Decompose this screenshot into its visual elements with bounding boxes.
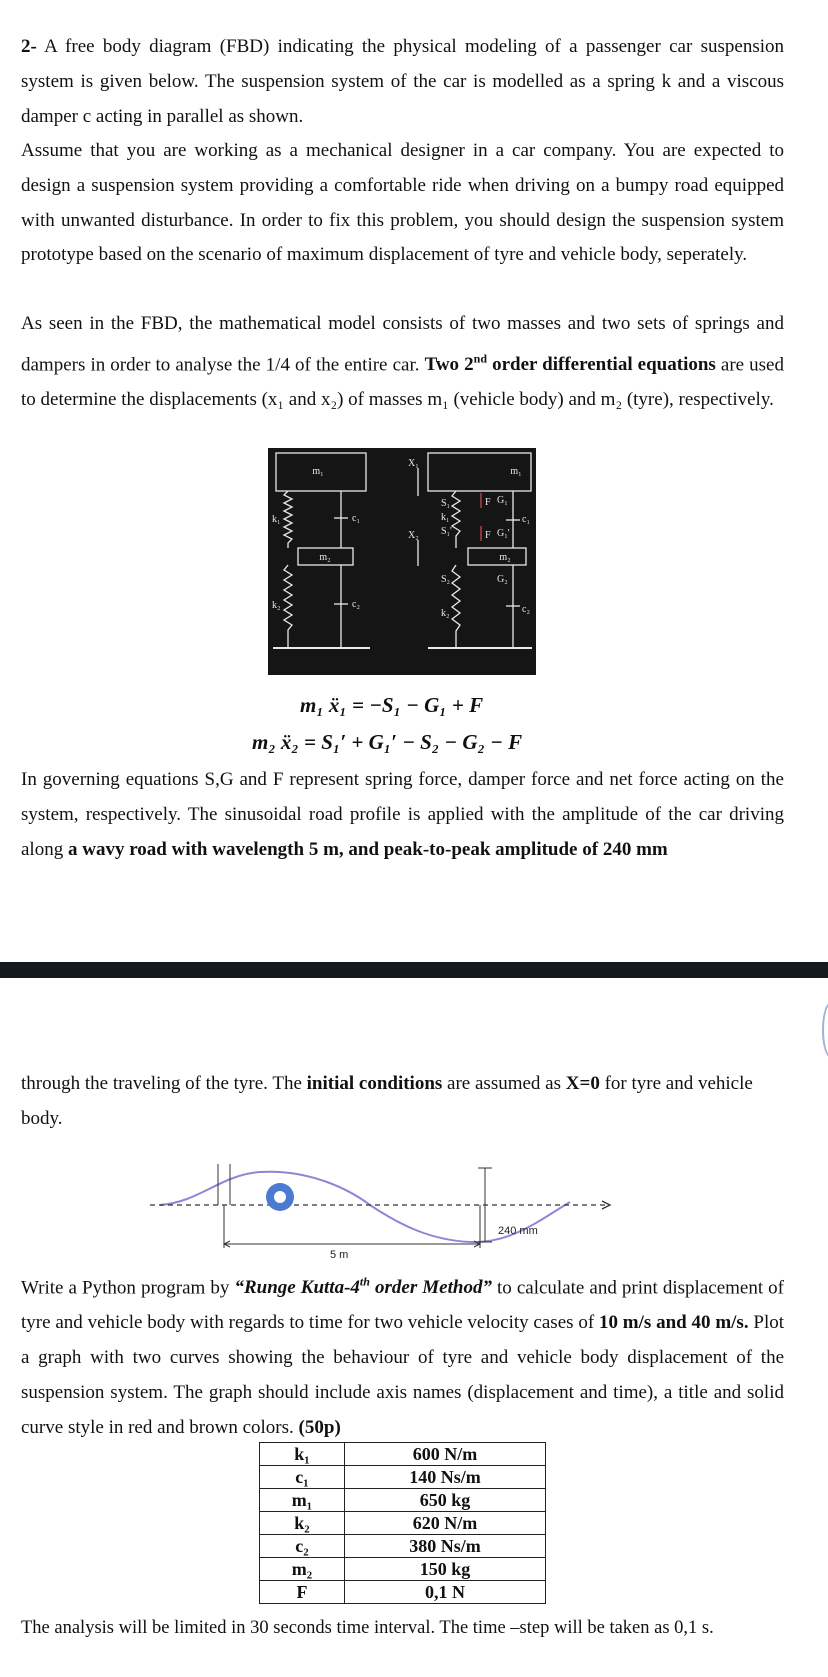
- parameter-value: 600 N/m: [345, 1443, 546, 1466]
- svg-text:X₂: X₂: [408, 530, 419, 541]
- svg-text:c₁: c₁: [522, 514, 530, 525]
- parameter-row: [260, 1558, 546, 1581]
- svg-text:k₁: k₁: [441, 512, 450, 523]
- parameter-row: [260, 1581, 546, 1604]
- model-text-bold: Two 2nd order differential equations: [424, 351, 716, 376]
- parameter-row: [260, 1512, 546, 1535]
- svg-text:m₂: m₂: [319, 552, 331, 563]
- velocity-cases: 10 m/s and 40 m/s.: [598, 1312, 749, 1334]
- svg-text:c₂: c₂: [352, 599, 360, 610]
- svg-text:k₂: k₂: [272, 600, 281, 611]
- parameter-symbol: F: [260, 1581, 345, 1604]
- parameter-row: [260, 1466, 546, 1489]
- parameter-symbol: m₁: [260, 1489, 345, 1512]
- intro-text: A free body diagram (FBD) indicating the physical modeling of a passenger car suspension system is given below. The suspension system of the car is modelled as a spring k and a viscous damper c acting in parallel as shown.: [21, 36, 784, 127]
- amplitude-label: 240 mm: [498, 1225, 538, 1237]
- initial-value: X=0: [565, 1073, 600, 1094]
- parameter-value: 620 N/m: [345, 1512, 546, 1535]
- parameter-row: [260, 1535, 546, 1558]
- governing-paragraph: [21, 763, 784, 867]
- parameter-value: 380 Ns/m: [345, 1535, 546, 1558]
- model-text-a: As seen in the FBD, the mathematical model consists of two masses and two sets of springs and dampers in order to analyse the 1/4 of the entire car.: [21, 313, 784, 376]
- parameter-symbol: c₁: [260, 1466, 345, 1489]
- parameter-symbol: m₂: [260, 1558, 345, 1581]
- svg-text:X₁: X₁: [408, 458, 419, 469]
- page-divider: [0, 962, 828, 978]
- equation-2: m₂ ẍ₂ = S₁′ + G₁′ − S₂ − G₂ − F: [252, 730, 523, 754]
- parameter-symbol: k₁: [260, 1443, 345, 1466]
- points-label: (50p): [298, 1416, 341, 1438]
- initial-conditions-paragraph: through the traveling of the tyre. The initial conditions are assumed as X=0 for tyre and vehicle body.: [21, 1073, 753, 1129]
- svg-text:G₁': G₁': [497, 528, 510, 539]
- road-profile-figure: [150, 1160, 630, 1260]
- parameter-row: [260, 1443, 546, 1466]
- parameter-value: 150 kg: [345, 1558, 546, 1581]
- model-paragraph: [21, 307, 784, 418]
- parameter-value: 650 kg: [345, 1489, 546, 1512]
- svg-text:m₂: m₂: [499, 552, 511, 563]
- svg-text:S₂: S₂: [441, 574, 451, 585]
- svg-text:c₂: c₂: [522, 604, 530, 615]
- question-number: 2-: [21, 36, 37, 57]
- task-paragraph: Write a Python program by “Runge Kutta-4th order Method” to calculate and print displacement of tyre and vehicle body with regards to time for two vehicle velocity cases of 10 m/s and 40 m/s. Plot a graph with two curves showing the behaviour of tyre and vehicle body displacement of the suspension system. The graph should include axis names (displacement and time), a title and solid curve style in red and brown colors. (50p): [21, 1275, 785, 1438]
- svg-text:m₁: m₁: [510, 466, 522, 477]
- parameter-symbol: k₂: [260, 1512, 345, 1535]
- svg-text:k₁: k₁: [272, 514, 281, 525]
- svg-text:F: F: [485, 530, 491, 541]
- svg-text:c₁: c₁: [352, 513, 360, 524]
- svg-text:F: F: [485, 497, 491, 508]
- wavelength-label: 5 m: [330, 1249, 349, 1260]
- parameters-table: [259, 1442, 546, 1604]
- equation-1: m₁ ẍ₁ = −S₁ − G₁ + F: [300, 693, 484, 717]
- parameter-symbol: c₂: [260, 1535, 345, 1558]
- svg-text:m₁: m₁: [312, 466, 324, 477]
- parameter-value: 0,1 N: [345, 1581, 546, 1604]
- free-body-diagram: [268, 448, 536, 675]
- parameter-value: 140 Ns/m: [345, 1466, 546, 1489]
- method-name: “Runge Kutta-4th order Method”: [234, 1275, 492, 1299]
- svg-text:G₂: G₂: [497, 574, 508, 585]
- parameter-row: [260, 1489, 546, 1512]
- footer-note: The analysis will be limited in 30 seconds time interval. The time –step will be taken as 0,1 s.: [21, 1618, 714, 1638]
- initial-conditions-label: initial conditions: [306, 1073, 443, 1094]
- svg-text:S₁': S₁': [441, 526, 452, 537]
- svg-text:S₁: S₁: [441, 498, 451, 509]
- model-text-d: are used to determine the displacements (x₁ and x₂) of masses m₁ (vehicle body) and m₂ (tyre), respectively.: [21, 354, 784, 410]
- svg-text:k₂: k₂: [441, 608, 450, 619]
- svg-text:G₁: G₁: [497, 495, 508, 506]
- governing-text: In governing equations S,G and F represent spring force, damper force and net force acting on the system, respectively. The sinusoidal road profile is applied with the amplitude of the car driving along: [21, 769, 784, 860]
- scenario-paragraph: Assume that you are working as a mechanical designer in a car company. You are expected to design a suspension system providing a comfortable ride when driving on a bumpy road equipped with unwanted disturbance. In order to fix this problem, you should design the suspension system prototype based on the scenario of maximum displacement of tyre and vehicle body, seperately.: [21, 140, 784, 266]
- road-spec: a wavy road with wavelength 5 m, and peak-to-peak amplitude of 240 mm: [67, 838, 668, 860]
- intro-paragraph: [21, 30, 784, 134]
